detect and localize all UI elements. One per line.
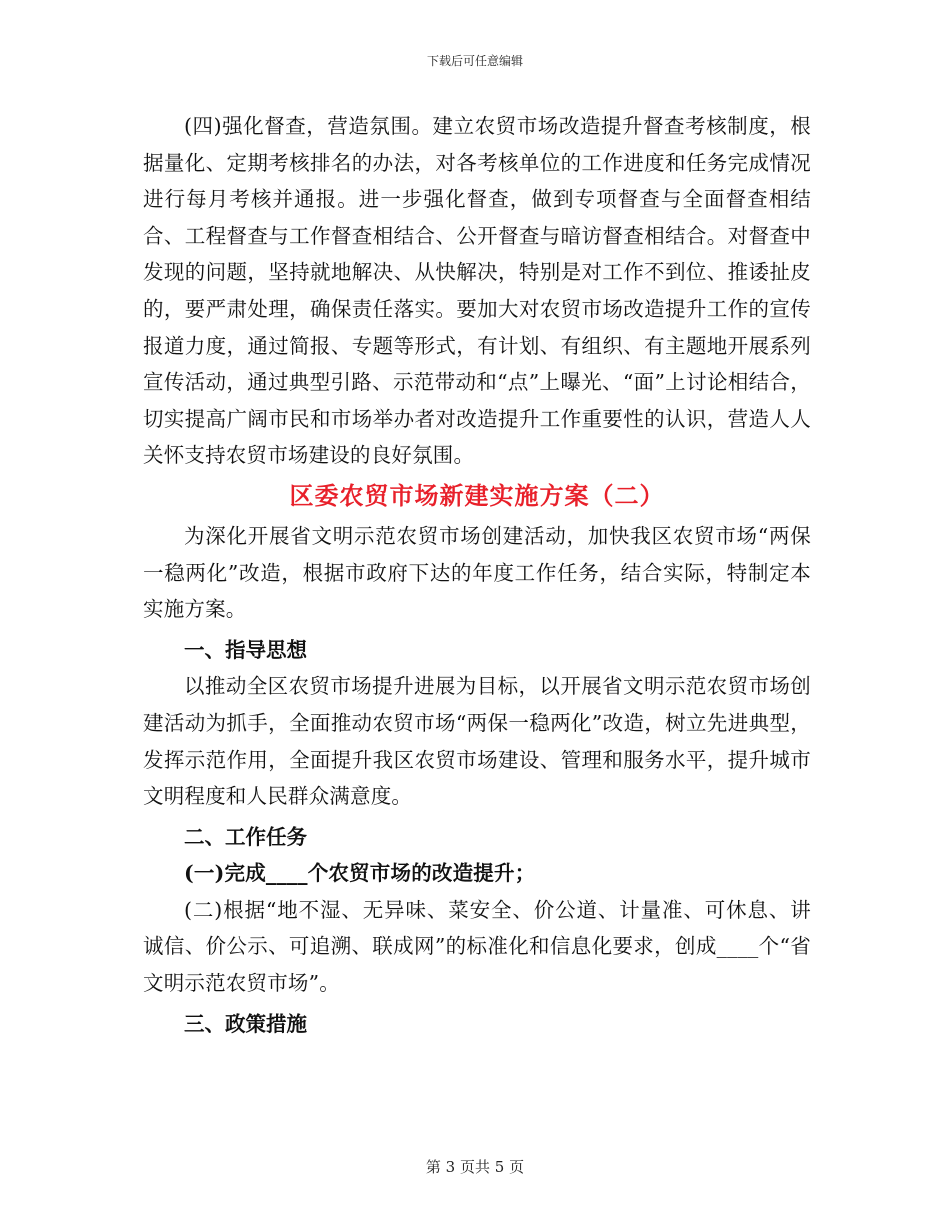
section-four-paragraph: (四)强化督查，营造氛围。建立农贸市场改造提升督查考核制度，根据量化、定期考核排名的办法，对各考核单位的工作进度和任务完成情况进行每月考核并通报。进一步强化督查，做到专项督查与全面督查相结合、工程督查与工作督查相结合、公开督查与暗访督查相结合。对督查中发现的问题，坚持就地解决、从快解决，特别是对工作不到位、推诿扯皮的，要严肃处理，确保责任落实。要加大对农贸市场改造提升工作的宣传报道力度，通过简报、专题等形式，有计划、有组织、有主题地开展系列宣传活动，通过典型引路、示范带动和“点”上曝光、“面”上讨论相结合，切实提高广阔市民和市场举办者对改造提升工作重要性的认识，营造人人关怀支持农贸市场建设的良好氛围。: [143, 114, 811, 468]
task-item-1: (一)完成____个农贸市场的改造提升；: [184, 861, 536, 886]
heading-guiding-ideology: 一、指导思想: [184, 637, 307, 662]
heading-work-tasks: 二、工作任务: [184, 824, 307, 849]
task-item-2: (二)根据“地不湿、无异味、菜安全、价公道、计量准、可休息、讲诚信、价公示、可追溯、联成网”的标准化和信息化要求，创成____个“省文明示范农贸市场”。: [143, 897, 811, 996]
document-title: 区委农贸市场新建实施方案（二）: [289, 480, 665, 510]
intro-paragraph: 为深化开展省文明示范农贸市场创建活动，加快我区农贸市场“两保一稳两化”改造，根据市政府下达的年度工作任务，结合实际，特制定本实施方案。: [143, 523, 811, 622]
page-header: 下载后可任意编辑: [426, 54, 523, 68]
page-footer: 第 3 页共 5 页: [425, 1158, 525, 1176]
guiding-ideology-paragraph: 以推动全区农贸市场提升进展为目标，以开展省文明示范农贸市场创建活动为抓手，全面推动农贸市场“两保一稳两化”改造，树立先进典型，发挥示范作用，全面提升我区农贸市场建设、管理和服务水平，提升城市文明程度和人民群众满意度。: [143, 674, 811, 809]
document-body: [143, 108, 811, 1042]
heading-policy-measures: 三、政策措施: [184, 1011, 307, 1036]
